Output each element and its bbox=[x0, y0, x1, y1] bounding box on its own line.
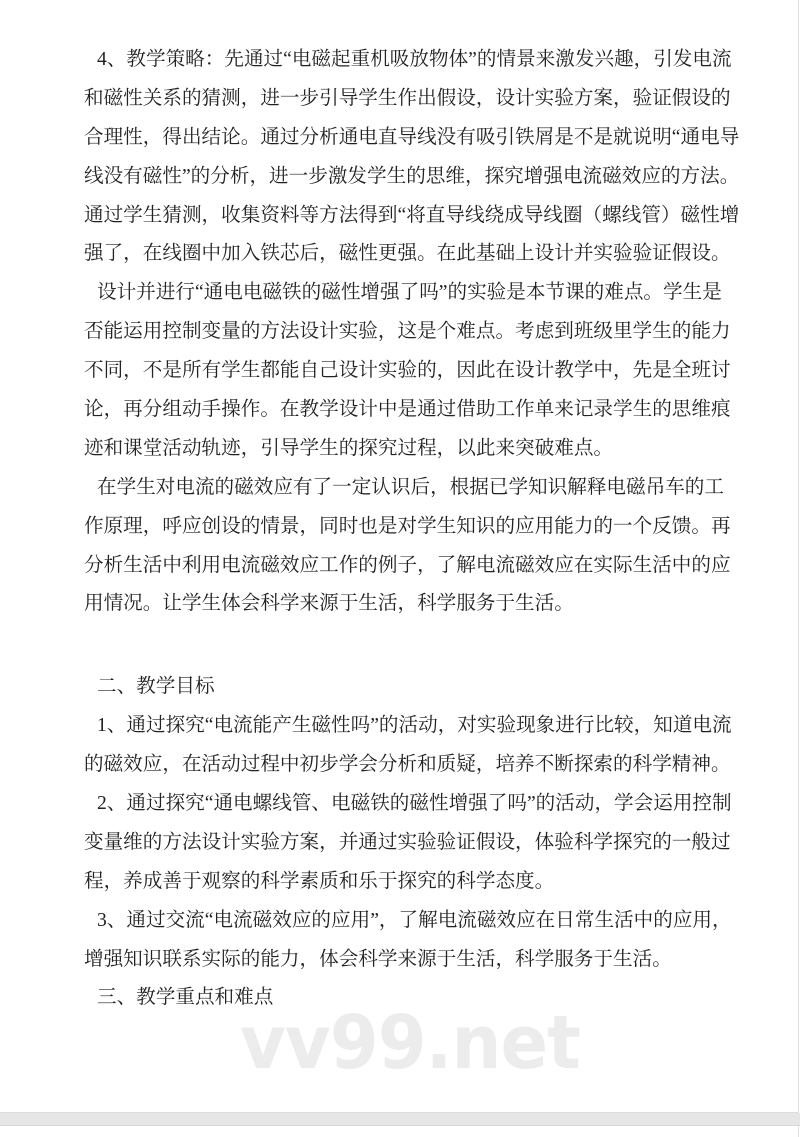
text-line: 用情况。让学生体会科学来源于生活，科学服务于生活。 bbox=[84, 593, 574, 615]
text-line: 变量维的方法设计实验方案，并通过实验验证假设，体验科学探究的一般过 bbox=[84, 831, 731, 853]
text-line: 通过学生猜测，收集资料等方法得到“将直导线绕成导线圈（螺线管）磁性增 bbox=[84, 204, 740, 226]
text-line: 论，再分组动手操作。在教学设计中是通过借助工作单来记录学生的思维痕 bbox=[84, 399, 731, 421]
text-line: 程，养成善于观察的科学素质和乐于探究的科学态度。 bbox=[84, 870, 555, 892]
paragraph bbox=[84, 902, 732, 980]
text-line: 4、教学策略：先通过“电磁起重机吸放物体”的情景来激发兴趣，引发电流 bbox=[97, 49, 732, 70]
text-line: 1、通过探究“电流能产生磁性吗”的活动，对实验现象进行比较，知道电流 bbox=[97, 715, 732, 737]
next-page-top bbox=[0, 1126, 799, 1137]
text-line: 线没有磁性”的分析，进一步激发学生的思维，探究增强电流磁效应的方法。 bbox=[84, 165, 740, 187]
paragraph bbox=[84, 707, 732, 785]
page-separator bbox=[0, 1113, 800, 1126]
text-line: 否能运用控制变量的方法设计实验，这是个难点。考虑到班级里学生的能力 bbox=[84, 321, 731, 343]
text-line: 强了，在线圈中加入铁芯后，磁性更强。在此基础上设计并实验验证假设。 bbox=[84, 243, 731, 265]
text-line: 3、通过交流“电流磁效应的应用”，了解电流磁效应在日常生活中的应用， bbox=[97, 909, 732, 931]
text-line: 设计并进行“通电电磁铁的磁性增强了吗”的实验是本节课的难点。学生是 bbox=[97, 282, 722, 304]
text-line: 和磁性关系的猜测，进一步引导学生作出假设，设计实验方案，验证假设的 bbox=[84, 87, 731, 109]
text-line: 作原理，呼应创设的情景，同时也是对学生知识的应用能力的一个反馈。再 bbox=[84, 515, 731, 537]
text-line: 三、教学重点和难点 bbox=[97, 987, 274, 1009]
text-line: 合理性，得出结论。通过分析通电直导线没有吸引铁屑是不是就说明“通电导 bbox=[84, 126, 740, 148]
text-line: 二、教学目标 bbox=[97, 676, 215, 698]
paragraph bbox=[84, 668, 724, 707]
text-line: 2、通过探究“通电螺线管、电磁铁的磁性增强了吗”的活动，学会运用控制 bbox=[97, 793, 732, 815]
text-line: 迹和课堂活动轨迹，引导学生的探究过程，以此来突破难点。 bbox=[84, 437, 614, 459]
text-line: 不同，不是所有学生都能自己设计实验的，因此在设计教学中，先是全班讨 bbox=[84, 360, 731, 382]
watermark: vv99.net bbox=[240, 1000, 580, 1086]
paragraph bbox=[84, 785, 732, 902]
paragraph bbox=[84, 41, 740, 274]
text-line: 的磁效应，在活动过程中初步学会分析和质疑，培养不断探索的科学精神。 bbox=[84, 754, 731, 776]
paragraph bbox=[84, 274, 731, 468]
text-line: 增强知识联系实际的能力，体会科学来源于生活，科学服务于生活。 bbox=[84, 948, 672, 970]
page-content bbox=[84, 41, 740, 1018]
text-line: 在学生对电流的磁效应有了一定认识后，根据已学知识解释电磁吊车的工 bbox=[97, 476, 724, 498]
paragraph-gap bbox=[84, 624, 724, 668]
paragraph bbox=[84, 469, 731, 625]
text-line: 分析生活中利用电流磁效应工作的例子，了解电流磁效应在实际生活中的应 bbox=[84, 554, 731, 576]
